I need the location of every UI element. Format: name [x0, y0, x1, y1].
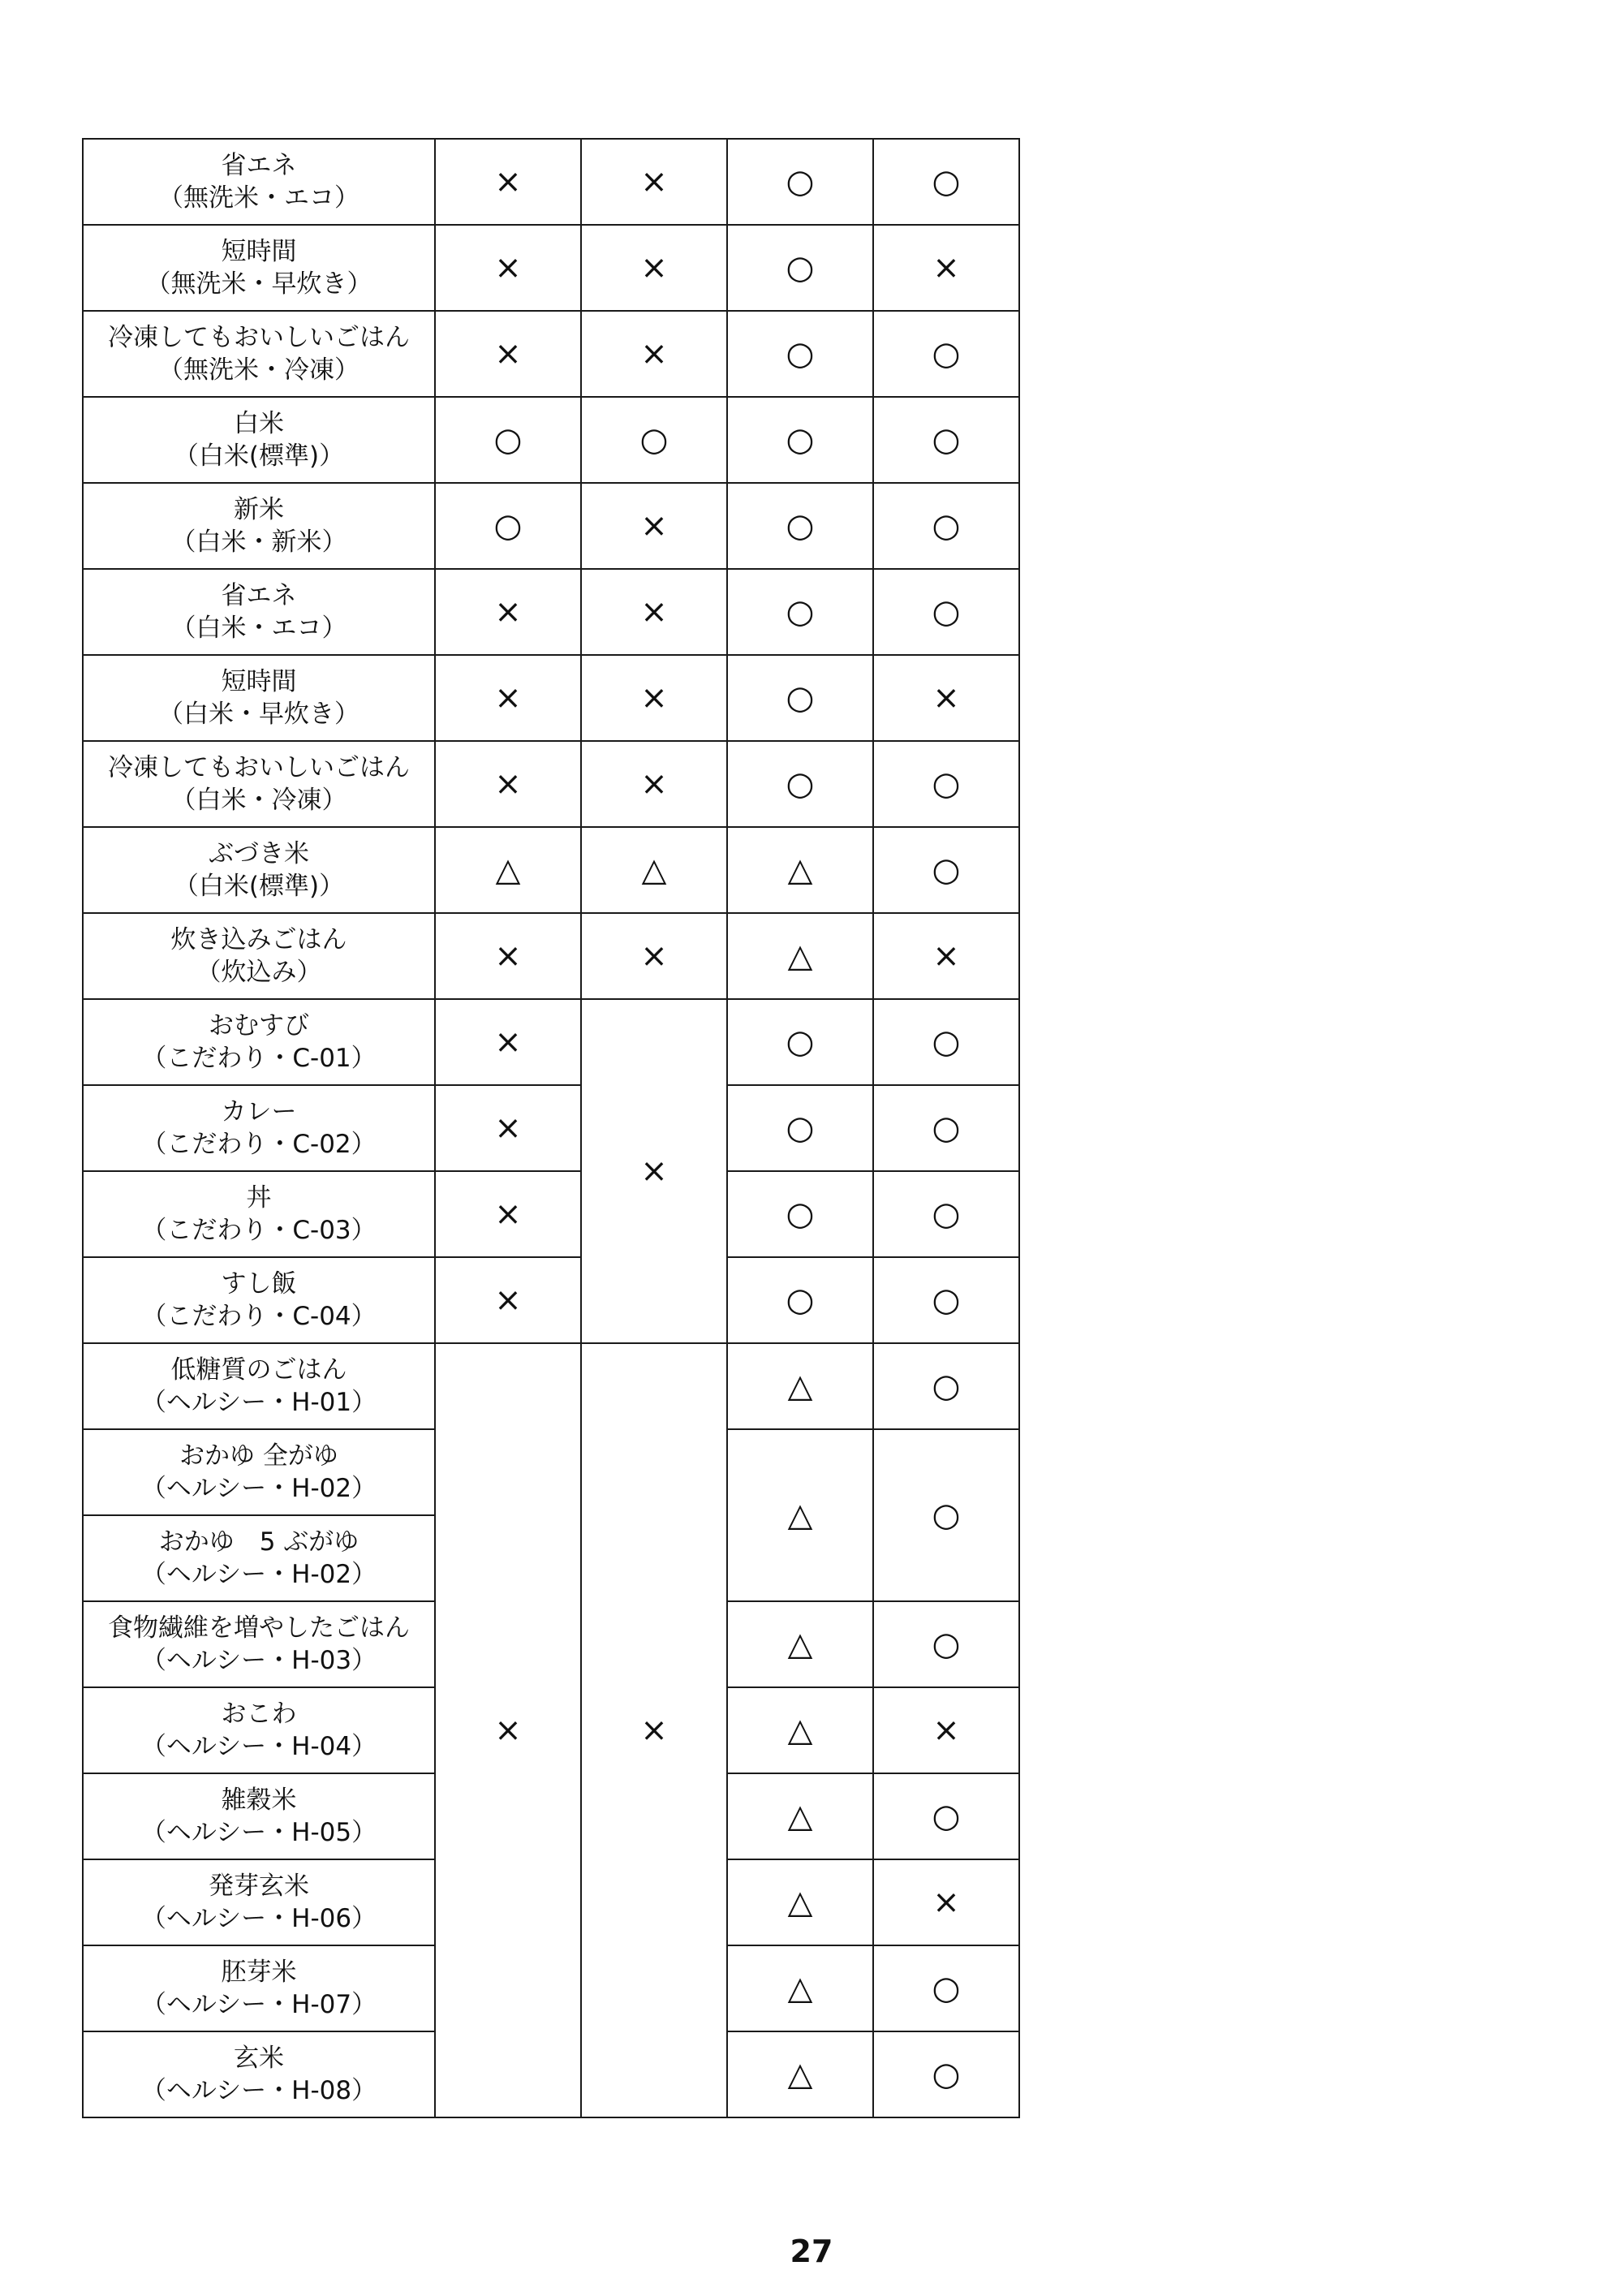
mark-cell — [873, 1085, 1019, 1171]
compat-mark: × — [932, 937, 960, 975]
compat-mark: ○ — [932, 1368, 961, 1405]
compat-mark: ○ — [932, 2056, 961, 2093]
mark-cell — [727, 1343, 873, 1429]
mode-name-cell — [83, 1515, 435, 1601]
compat-mark: △ — [787, 1497, 813, 1534]
mark-cell — [873, 1773, 1019, 1859]
mode-name: 食物繊維を増やしたごはん — [108, 1613, 410, 1643]
mode-course: （白米(標準)） — [173, 872, 345, 901]
mark-cell — [581, 311, 727, 397]
mode-name-cell — [83, 569, 435, 655]
mark-cell — [727, 483, 873, 569]
table-row — [83, 913, 1019, 999]
mark-cell — [435, 397, 581, 483]
mode-course: （ヘルシー・H-02） — [140, 1474, 377, 1503]
mark-cell — [435, 1257, 581, 1343]
mode-course: （白米・エコ） — [170, 614, 347, 643]
mark-cell — [873, 2031, 1019, 2117]
mark-cell — [727, 1945, 873, 2031]
mode-name: 発芽玄米 — [209, 1872, 309, 1901]
mode-course: （ヘルシー・H-08） — [140, 2076, 377, 2105]
compat-mark: ○ — [932, 1497, 961, 1534]
compat-mark: × — [932, 249, 960, 286]
mark-cell — [727, 1859, 873, 1945]
mark-cell — [581, 741, 727, 827]
compat-mark: ○ — [932, 507, 961, 545]
mode-name-cell — [83, 1773, 435, 1859]
compat-mark: △ — [787, 1368, 813, 1405]
table-row — [83, 1171, 1019, 1257]
mark-cell — [727, 139, 873, 225]
mode-name-cell — [83, 827, 435, 913]
compat-mark: × — [640, 765, 668, 803]
mode-name: 雑穀米 — [221, 1786, 297, 1815]
mark-cell — [581, 397, 727, 483]
compat-mark: × — [932, 679, 960, 717]
compat-mark: × — [494, 1195, 522, 1233]
table-row — [83, 311, 1019, 397]
mark-cell — [581, 913, 727, 999]
mode-name: おこわ — [221, 1699, 297, 1729]
table-row — [83, 397, 1019, 483]
compat-mark: ○ — [786, 507, 815, 545]
compat-mark: ○ — [786, 593, 815, 631]
mode-course: （ヘルシー・H-01） — [140, 1388, 377, 1417]
compat-mark: × — [494, 1282, 522, 1319]
compat-mark: × — [932, 1712, 960, 1749]
compat-mark: ○ — [639, 421, 669, 459]
mark-cell — [727, 569, 873, 655]
mark-cell — [727, 741, 873, 827]
mark-cell — [727, 1257, 873, 1343]
mark-cell — [873, 1945, 1019, 2031]
mark-cell — [581, 569, 727, 655]
mode-course: （白米・早炊き） — [158, 700, 359, 729]
mode-name: 炊き込みごはん — [170, 925, 347, 954]
compat-mark: × — [932, 1884, 960, 1921]
compat-mark: △ — [787, 1798, 813, 1835]
mode-name: 低糖質のごはん — [170, 1355, 347, 1385]
mode-name-cell — [83, 1859, 435, 1945]
compat-mark: ○ — [932, 851, 961, 889]
compat-mark: ○ — [493, 507, 523, 545]
mark-cell — [873, 397, 1019, 483]
mark-cell — [727, 1687, 873, 1773]
compat-mark: × — [640, 679, 668, 717]
mode-name-cell — [83, 655, 435, 741]
mark-cell — [873, 1601, 1019, 1687]
mode-name-cell — [83, 1945, 435, 2031]
compat-mark: × — [494, 1712, 522, 1749]
mode-name-cell — [83, 1429, 435, 1515]
mode-name: 冷凍してもおいしいごはん — [108, 323, 410, 352]
mark-cell — [727, 225, 873, 311]
mark-cell — [435, 827, 581, 913]
compat-mark: ○ — [932, 1195, 961, 1233]
compat-mark: × — [494, 335, 522, 373]
mark-cell — [581, 225, 727, 311]
compat-mark: × — [494, 163, 522, 200]
mode-course: （ヘルシー・H-05） — [140, 1818, 377, 1847]
mark-cell — [727, 1601, 873, 1687]
mark-cell — [873, 569, 1019, 655]
mark-cell — [727, 1085, 873, 1171]
mode-course: （白米・新米） — [170, 528, 347, 557]
compat-mark: ○ — [786, 421, 815, 459]
compat-mark: × — [640, 335, 668, 373]
mark-cell — [727, 2031, 873, 2117]
mode-name-cell — [83, 1085, 435, 1171]
compat-mark: × — [494, 1023, 522, 1061]
compat-mark: ○ — [786, 335, 815, 373]
mode-name: 短時間 — [221, 667, 297, 696]
mode-name-cell — [83, 139, 435, 225]
mark-cell — [873, 225, 1019, 311]
mode-name: 丼 — [246, 1183, 272, 1213]
mode-name: 短時間 — [221, 237, 297, 266]
compat-mark: ○ — [786, 163, 815, 200]
table-row — [83, 655, 1019, 741]
merged-mark-cell — [873, 1429, 1019, 1601]
mark-cell — [581, 655, 727, 741]
mode-course: （ヘルシー・H-02） — [140, 1560, 377, 1589]
compat-mark: × — [640, 937, 668, 975]
compat-mark: × — [640, 507, 668, 545]
mode-course: （白米・冷凍） — [170, 786, 347, 815]
mark-cell — [727, 999, 873, 1085]
mark-cell — [873, 655, 1019, 741]
compat-mark: △ — [787, 851, 813, 889]
mark-cell — [435, 1085, 581, 1171]
mode-course: （こだわり・C-03） — [141, 1216, 377, 1245]
mode-course: （ヘルシー・H-06） — [140, 1904, 377, 1933]
mode-course: （無洗米・冷凍） — [158, 355, 359, 385]
cooking-mode-compatibility-table — [82, 138, 1020, 2118]
merged-mark-cell — [435, 1343, 581, 2117]
compat-mark: △ — [787, 1626, 813, 1663]
mode-name-cell — [83, 1687, 435, 1773]
mark-cell — [435, 913, 581, 999]
mode-name: カレー — [221, 1097, 297, 1126]
compat-mark: ○ — [786, 1023, 815, 1061]
mode-course: （無洗米・エコ） — [158, 183, 359, 213]
compat-mark: × — [494, 679, 522, 717]
mark-cell — [581, 139, 727, 225]
mark-cell — [727, 311, 873, 397]
compat-mark: × — [494, 937, 522, 975]
mark-cell — [435, 311, 581, 397]
compat-mark: ○ — [786, 1109, 815, 1147]
mark-cell — [873, 827, 1019, 913]
compat-mark: △ — [787, 937, 813, 975]
mark-cell — [727, 655, 873, 741]
mode-course: （こだわり・C-04） — [141, 1302, 377, 1331]
mark-cell — [873, 1257, 1019, 1343]
mode-name: 胚芽米 — [221, 1958, 297, 1987]
mode-name: 冷凍してもおいしいごはん — [108, 753, 410, 782]
compat-mark: △ — [495, 851, 521, 889]
mark-cell — [435, 483, 581, 569]
compat-mark: × — [640, 249, 668, 286]
compat-mark: × — [640, 1712, 668, 1749]
compat-mark: ○ — [932, 1023, 961, 1061]
mode-course: （白米(標準)） — [173, 442, 345, 471]
table-row — [83, 741, 1019, 827]
mark-cell — [727, 913, 873, 999]
mode-name: ぶづき米 — [209, 839, 309, 868]
mark-cell — [873, 913, 1019, 999]
page-number: 27 — [790, 2234, 833, 2269]
mode-course: （こだわり・C-01） — [141, 1044, 377, 1073]
compat-mark: ○ — [493, 421, 523, 459]
mark-cell — [435, 1171, 581, 1257]
table-row — [83, 999, 1019, 1085]
mark-cell — [873, 1687, 1019, 1773]
mode-name: おかゆ 全がゆ — [179, 1441, 338, 1471]
mark-cell — [873, 999, 1019, 1085]
compat-mark: × — [640, 1152, 668, 1190]
mode-course: （無洗米・早炊き） — [145, 269, 372, 299]
mode-name-cell — [83, 1171, 435, 1257]
mark-cell — [873, 1171, 1019, 1257]
mode-name: 玄米 — [234, 2044, 284, 2073]
mode-course: （ヘルシー・H-04） — [140, 1732, 377, 1761]
compat-mark: × — [494, 1109, 522, 1147]
compat-mark: ○ — [932, 765, 961, 803]
compat-mark: ○ — [932, 1109, 961, 1147]
mark-cell — [873, 311, 1019, 397]
mode-name-cell — [83, 311, 435, 397]
compat-mark: ○ — [932, 163, 961, 200]
mark-cell — [873, 1859, 1019, 1945]
table-row — [83, 1343, 1019, 1429]
mode-name-cell — [83, 397, 435, 483]
mark-cell — [435, 225, 581, 311]
compat-mark: ○ — [932, 1798, 961, 1835]
mode-name-cell — [83, 999, 435, 1085]
mode-name: すし飯 — [221, 1269, 297, 1299]
table-row — [83, 1085, 1019, 1171]
compat-mark: ○ — [786, 765, 815, 803]
table-row — [83, 827, 1019, 913]
compat-mark: △ — [641, 851, 667, 889]
compat-mark: ○ — [932, 421, 961, 459]
mode-name: 省エネ — [221, 151, 297, 180]
compat-mark: △ — [787, 1970, 813, 2007]
compat-mark: △ — [787, 1884, 813, 1921]
table-row — [83, 483, 1019, 569]
mode-name: 省エネ — [221, 581, 297, 610]
mark-cell — [581, 483, 727, 569]
mark-cell — [727, 1773, 873, 1859]
table-row — [83, 225, 1019, 311]
compat-mark: ○ — [786, 249, 815, 286]
compat-mark: ○ — [786, 1282, 815, 1319]
compat-mark: × — [640, 163, 668, 200]
compat-mark: ○ — [932, 335, 961, 373]
mode-name-cell — [83, 225, 435, 311]
compat-mark: ○ — [932, 593, 961, 631]
mode-course: （ヘルシー・H-03） — [140, 1646, 377, 1675]
compat-mark: ○ — [786, 679, 815, 717]
mode-name-cell — [83, 483, 435, 569]
mode-name-cell — [83, 1257, 435, 1343]
compat-mark: × — [494, 765, 522, 803]
mode-name-cell — [83, 1601, 435, 1687]
mark-cell — [727, 397, 873, 483]
compat-mark: ○ — [932, 1282, 961, 1319]
mark-cell — [435, 655, 581, 741]
mark-cell — [727, 827, 873, 913]
compat-mark: × — [640, 593, 668, 631]
compat-mark: ○ — [786, 1195, 815, 1233]
mode-name: おむすび — [209, 1011, 309, 1040]
compat-mark: × — [494, 249, 522, 286]
merged-mark-cell — [727, 1429, 873, 1601]
mark-cell — [873, 139, 1019, 225]
mode-course: （こだわり・C-02） — [141, 1130, 377, 1159]
mode-name: おかゆ 5 ぶがゆ — [158, 1527, 359, 1557]
mark-cell — [435, 569, 581, 655]
mode-name: 新米 — [234, 495, 284, 524]
table-row — [83, 569, 1019, 655]
cooking-mode-table-container — [82, 138, 1020, 2118]
mode-name-cell — [83, 2031, 435, 2117]
table-row — [83, 1257, 1019, 1343]
mark-cell — [873, 1343, 1019, 1429]
mark-cell — [873, 741, 1019, 827]
mark-cell — [581, 827, 727, 913]
mark-cell — [873, 483, 1019, 569]
mode-course: （炊込み） — [196, 958, 322, 987]
mode-course: （ヘルシー・H-07） — [140, 1990, 377, 2019]
merged-mark-cell — [581, 1343, 727, 2117]
compat-mark: ○ — [932, 1970, 961, 2007]
mode-name-cell — [83, 913, 435, 999]
mark-cell — [435, 741, 581, 827]
compat-mark: △ — [787, 1712, 813, 1749]
compat-mark: × — [494, 593, 522, 631]
merged-mark-cell — [581, 999, 727, 1343]
mode-name-cell — [83, 1343, 435, 1429]
mark-cell — [727, 1171, 873, 1257]
mode-name-cell — [83, 741, 435, 827]
mark-cell — [435, 999, 581, 1085]
mode-name: 白米 — [234, 409, 284, 438]
table-row — [83, 139, 1019, 225]
compat-mark: ○ — [932, 1626, 961, 1663]
mark-cell — [435, 139, 581, 225]
compat-mark: △ — [787, 2056, 813, 2093]
